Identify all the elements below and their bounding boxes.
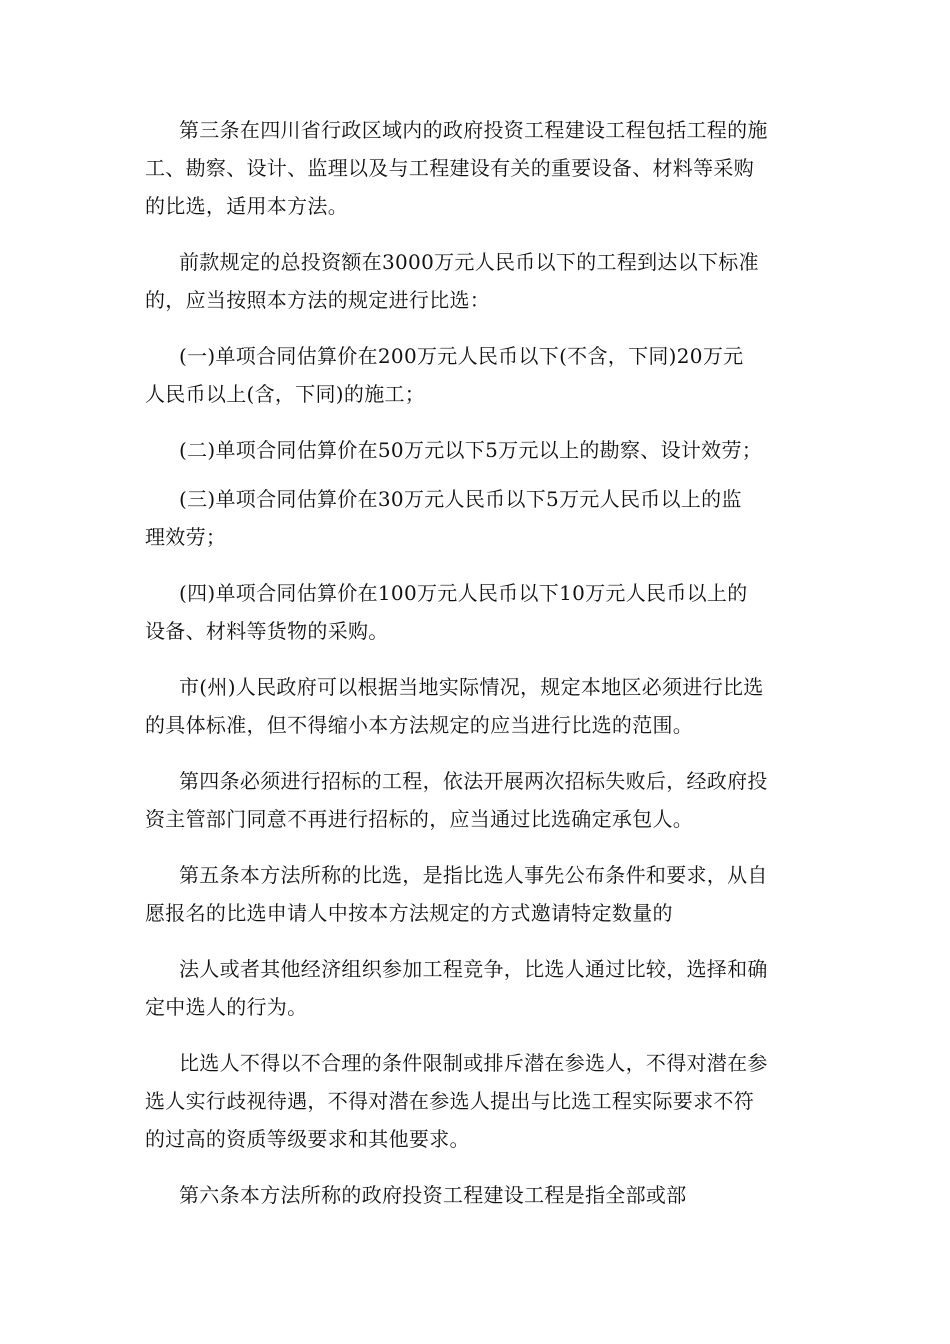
- text-line: 前款规定的总投资额在3000万元人民币以下的工程到达以下标准: [179, 250, 759, 274]
- text-line: (一)单项合同估算价在200万元人民币以下(不含，下同)20万元: [179, 344, 744, 368]
- list-item-3: [145, 480, 810, 556]
- list-item-4: [145, 574, 810, 650]
- text-line: 定中选人的行为。: [145, 995, 308, 1019]
- text-line: 第三条在四川省行政区域内的政府投资工程建设工程包括工程的施: [179, 118, 768, 142]
- text-line: 的过高的资质等级要求和其他要求。: [145, 1127, 470, 1151]
- text-line: 资主管部门同意不再进行招标的，应当通过比选确定承包人。: [145, 807, 694, 831]
- text-line: (三)单项合同估算价在30万元人民币以下5万元人民币以上的监: [179, 487, 742, 511]
- text-line: 设备、材料等货物的采购。: [145, 619, 389, 643]
- text-line: 第五条本方法所称的比选，是指比选人事先公布条件和要求，从自: [179, 863, 768, 887]
- paragraph-threshold: [145, 243, 810, 319]
- text-line: 市(州)人民政府可以根据当地实际情况，规定本地区必须进行比选: [179, 675, 764, 699]
- text-line: 的具体标准，但不得缩小本方法规定的应当进行比选的范围。: [145, 713, 694, 737]
- text-line: 的比选，适用本方法。: [145, 194, 348, 218]
- paragraph-article-5: [145, 856, 810, 932]
- text-line: 第六条本方法所称的政府投资工程建设工程是指全部或部: [179, 1183, 687, 1207]
- paragraph-article-5-continued: [145, 950, 810, 1026]
- paragraph-article-4: [145, 762, 810, 838]
- text-line: 选人实行歧视待遇，不得对潜在参选人提出与比选工程实际要求不符: [145, 1089, 754, 1113]
- text-line: (四)单项合同估算价在100万元人民币以下10万元人民币以上的: [179, 581, 748, 605]
- text-line: 工、勘察、设计、监理以及与工程建设有关的重要设备、材料等采购: [145, 156, 754, 180]
- text-line: 的，应当按照本方法的规定进行比选：: [145, 288, 491, 312]
- paragraph-article-6: [145, 1176, 810, 1214]
- text-line: 比选人不得以不合理的条件限制或排斥潜在参选人，不得对潜在参: [179, 1051, 768, 1075]
- text-line: 愿报名的比选申请人中按本方法规定的方式邀请特定数量的: [145, 901, 673, 925]
- text-line: (二)单项合同估算价在50万元以下5万元以上的勘察、设计效劳；: [179, 438, 763, 462]
- paragraph-no-discrimination: [145, 1044, 810, 1158]
- text-line: 法人或者其他经济组织参加工程竞争，比选人通过比较，选择和确: [179, 957, 768, 981]
- text-line: 第四条必须进行招标的工程，依法开展两次招标失败后，经政府投: [179, 769, 768, 793]
- text-line: 理效劳；: [145, 525, 227, 549]
- list-item-2: [145, 431, 810, 469]
- paragraph-article-3: [145, 111, 810, 225]
- paragraph-city-standard: [145, 668, 810, 744]
- list-item-1: [145, 337, 810, 413]
- text-line: 人民币以上(含，下同)的施工；: [145, 382, 426, 406]
